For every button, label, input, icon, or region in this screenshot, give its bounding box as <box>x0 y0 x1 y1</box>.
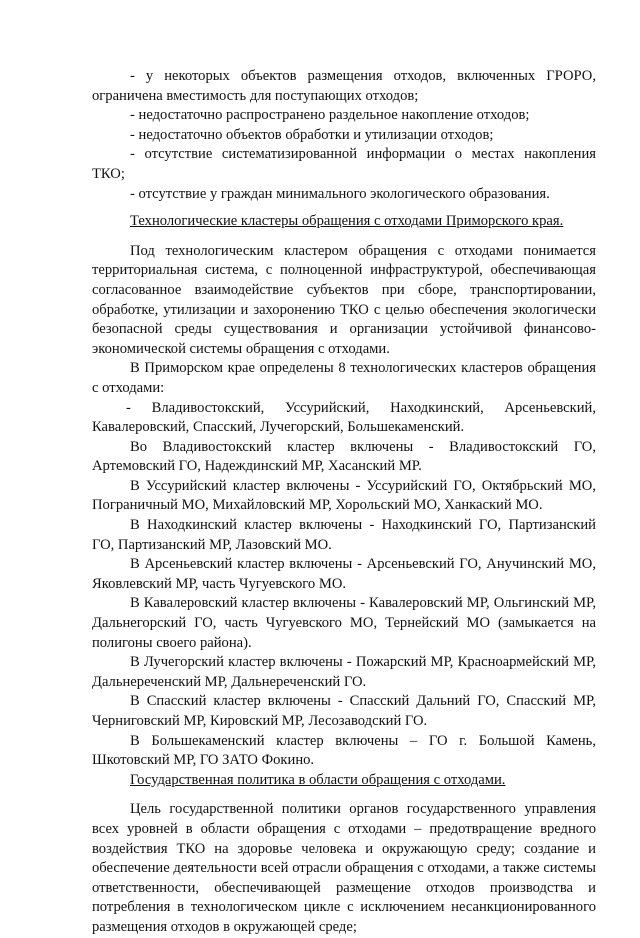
bullet-item: - у некоторых объектов размещения отходов, включенных ГРОРО, ограничена вместимость для поступающих отходов; <box>92 68 596 104</box>
paragraph: Под технологическим кластером обращения с отходами понимается территориальная система, с полноценной инфраструктурой, обеспечивающая согласованное взаимодействие субъектов при сборе, транспортировании, обработке, утилизации и захоронению ТКО с целью обеспечения экологически безопасной среды существования и организации устойчивой финансово-экономической системы обращения с отходами. <box>92 242 596 357</box>
paragraph: В Уссурийский кластер включены - Уссурийский ГО, Октябрьский МО, Пограничный МО, Михайловский МР, Хорольский МО, Ханкаский МО. <box>92 477 596 514</box>
paragraph: В Лучегорский кластер включены - Пожарский МР, Красноармейский МР, Дальнереченский МР, Дальнереченский ГО. <box>92 654 596 690</box>
section-heading-policy: Государственная политика в области обращения с отходами. <box>130 771 506 788</box>
bullet-item: - отсутствие систематизированной информации о местах накопления ТКО; <box>92 146 596 182</box>
paragraph: В Спасский кластер включены - Спасский Дальний ГО, Спасский МР, Черниговский МР, Кировский МР, Лесозаводский ГО. <box>92 693 596 729</box>
paragraph: - Владивостокский, Уссурийский, Находкинский, Арсеньевский, Кавалеровский, Спасский, Лучегорский, Большекаменский. <box>92 399 596 436</box>
document-page <box>92 67 596 938</box>
bullet-item: - недостаточно объектов обработки и утилизации отходов; <box>130 126 494 143</box>
paragraph: В Приморском крае определены 8 технологических кластеров обращения с отходами: <box>92 360 596 396</box>
paragraph: В Находкинский кластер включены - Находкинский ГО, Партизанский ГО, Партизанский МР, Лазовский МО. <box>92 517 596 553</box>
bullet-item: - отсутствие у граждан минимального экологического образования. <box>130 185 550 202</box>
section-heading-clusters: Технологические кластеры обращения с отходами Приморского края. <box>130 213 564 230</box>
paragraph: Цель государственной политики органов государственного управления всех уровней в области обращения с отходами – предотвращение вредного воздействия ТКО на здоровье человека и окружающую среду; создание и обеспечение деятельности всей отрасли обращения с отходами, а также системы ответственности, обеспечивающей размещение отходов производства и потребления в технологическом цикле с исключением несанкционированного размещения отходов в окружающей среде; <box>92 801 596 935</box>
paragraph: В Арсеньевский кластер включены - Арсеньевский ГО, Анучинский МО, Яковлевский МР, часть Чугуевского МО. <box>92 556 596 592</box>
bullet-item: - недостаточно распространено раздельное накопление отходов; <box>130 107 530 124</box>
paragraph: В Кавалеровский кластер включены - Кавалеровский МР, Ольгинский МР, Дальнегорский ГО, часть Чугуевского МО, Тернейский МО (замыкается на полигоны своего района). <box>92 595 596 651</box>
paragraph: В Большекаменский кластер включены – ГО г. Большой Камень, Шкотовский МР, ГО ЗАТО Фокино. <box>92 732 596 769</box>
paragraph: Во Владивостокский кластер включены - Владивостокский ГО, Артемовский ГО, Надеждинский МР, Хасанский МР. <box>92 438 596 475</box>
